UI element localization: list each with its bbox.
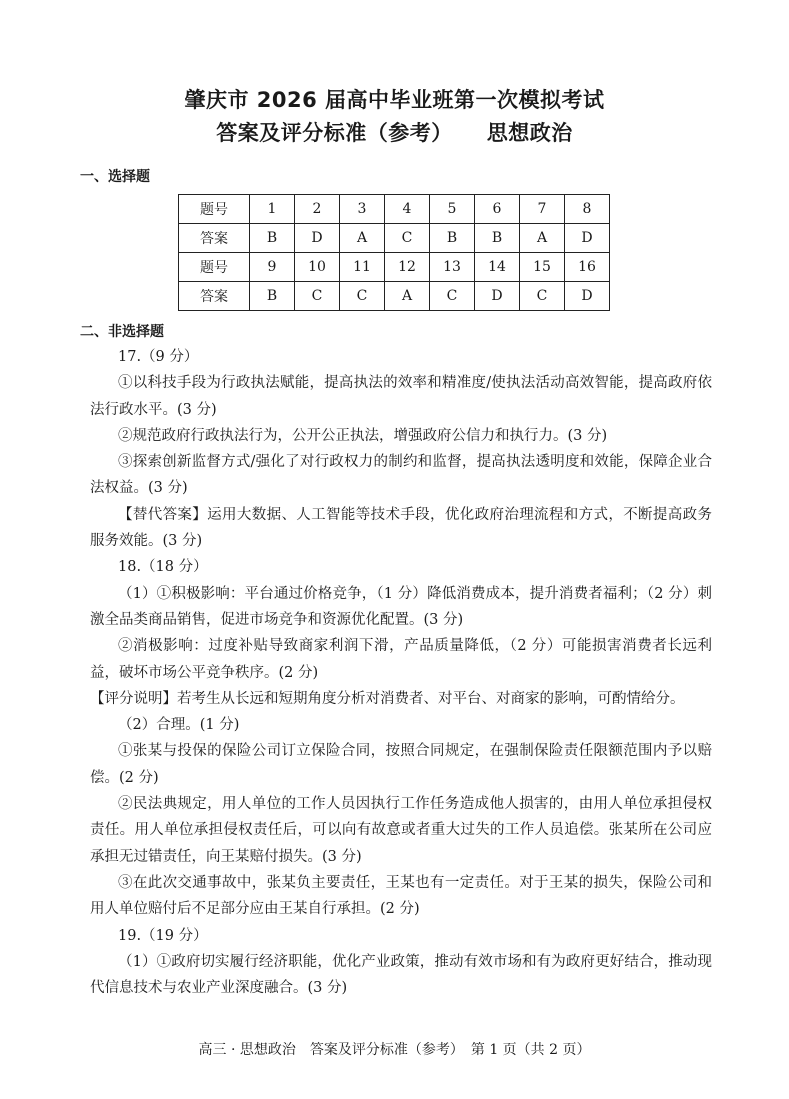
table-cell: B — [430, 224, 475, 253]
table-cell: D — [295, 224, 340, 253]
answer-paragraph: ①以科技手段为行政执法赋能，提高执法的效率和精准度/使执法活动高效智能，提高政府依法行政水平。(3 分) — [90, 375, 712, 418]
table-cell: A — [385, 282, 430, 311]
document-title: 肇庆市 2026 届高中毕业班第一次模拟考试 — [184, 88, 605, 112]
table-cell: C — [520, 282, 565, 311]
answer-paragraph: ②民法典规定，用人单位的工作人员因执行工作任务造成他人损害的，由用人单位承担侵权责任。用人单位承担侵权责任后，可以向有故意或者重大过失的工作人员追偿。张某所在公司应承担无过错责任，向王某赔付损失。(3 分) — [90, 796, 712, 865]
answer-paragraph: ①张某与投保的保险公司订立保险合同，按照合同规定，在强制保险责任限额范围内予以赔偿。(2 分) — [90, 743, 712, 786]
alternative-answer: 【替代答案】运用大数据、人工智能等技术手段，优化政府治理流程和方式，不断提高政务服务效能。(3 分) — [90, 506, 712, 550]
table-row — [179, 224, 610, 253]
table-cell: 4 — [385, 195, 430, 224]
table-cell: 13 — [430, 253, 475, 282]
question-19-heading: 19.（19 分） — [118, 927, 208, 944]
answer-body — [90, 344, 712, 1001]
table-cell: 12 — [385, 253, 430, 282]
table-row — [179, 282, 610, 311]
answer-table — [178, 194, 610, 311]
answer-paragraph: ②消极影响：过度补贴导致商家利润下滑，产品质量降低，（2 分）可能损害消费者长远利益，破坏市场公平竞争秩序。(2 分) — [90, 638, 712, 681]
answer-paragraph: ③探索创新监督方式/强化了对行政权力的制约和监督，提高执法透明度和效能，保障企业合法权益。(3 分) — [90, 454, 712, 497]
document-subtitle — [0, 117, 789, 147]
table-cell: C — [385, 224, 430, 253]
table-cell: C — [295, 282, 340, 311]
table-cell: C — [340, 282, 385, 311]
table-cell: 8 — [565, 195, 610, 224]
table-cell: 6 — [475, 195, 520, 224]
table-row — [179, 195, 610, 224]
table-cell: 7 — [520, 195, 565, 224]
table-cell: 2 — [295, 195, 340, 224]
table-cell: 16 — [565, 253, 610, 282]
table-row-header: 答案 — [179, 282, 250, 311]
answer-paragraph: ③在此次交通事故中，张某负主要责任，王某也有一定责任。对于王某的损失，保险公司和用人单位赔付后不足部分应由王某自行承担。(2 分) — [90, 874, 712, 918]
table-cell: D — [475, 282, 520, 311]
table-cell: C — [430, 282, 475, 311]
table-cell: 14 — [475, 253, 520, 282]
table-cell: B — [475, 224, 520, 253]
section-heading-choice: 一、选择题 — [80, 169, 150, 185]
table-cell: 3 — [340, 195, 385, 224]
table-cell: A — [340, 224, 385, 253]
table-row-header: 答案 — [179, 224, 250, 253]
page-footer: 高三 · 思想政治 答案及评分标准（参考） 第 1 页（共 2 页） — [198, 1042, 591, 1058]
answer-paragraph: ②规范政府行政执法行为，公开公正执法，增强政府公信力和执行力。(3 分) — [118, 427, 608, 444]
table-cell: 11 — [340, 253, 385, 282]
question-17-heading: 17.（9 分） — [118, 349, 199, 365]
table-cell: B — [250, 282, 295, 311]
table-cell: B — [250, 224, 295, 253]
answer-paragraph: （2）合理。(1 分) — [118, 717, 240, 734]
question-18-heading: 18.（18 分） — [118, 559, 208, 576]
answer-paragraph: （1）①积极影响：平台通过价格竞争，（1 分）降低消费成本，提升消费者福利；（2 分）刺激全品类商品销售，促进市场竞争和资源优化配置。(3 分) — [90, 585, 712, 628]
subtitle-subject: 思想政治 — [486, 121, 573, 145]
table-row-header: 题号 — [179, 253, 250, 282]
table-cell: D — [565, 224, 610, 253]
table-row-header: 题号 — [179, 195, 250, 224]
table-row — [179, 253, 610, 282]
table-cell: A — [520, 224, 565, 253]
table-cell: 5 — [430, 195, 475, 224]
table-cell: 9 — [250, 253, 295, 282]
table-cell: 15 — [520, 253, 565, 282]
table-cell: 10 — [295, 253, 340, 282]
subtitle-answer-key: 答案及评分标准（参考） — [216, 121, 453, 145]
scoring-note: 【评分说明】若考生从长远和短期角度分析对消费者、对平台、对商家的影响，可酌情给分。 — [90, 690, 685, 707]
table-cell: D — [565, 282, 610, 311]
answer-paragraph: （1）①政府切实履行经济职能，优化产业政策，推动有效市场和有为政府更好结合，推动现代信息技术与农业产业深度融合。(3 分) — [90, 953, 712, 997]
table-cell: 1 — [250, 195, 295, 224]
section-heading-nonchoice: 二、非选择题 — [80, 324, 164, 340]
